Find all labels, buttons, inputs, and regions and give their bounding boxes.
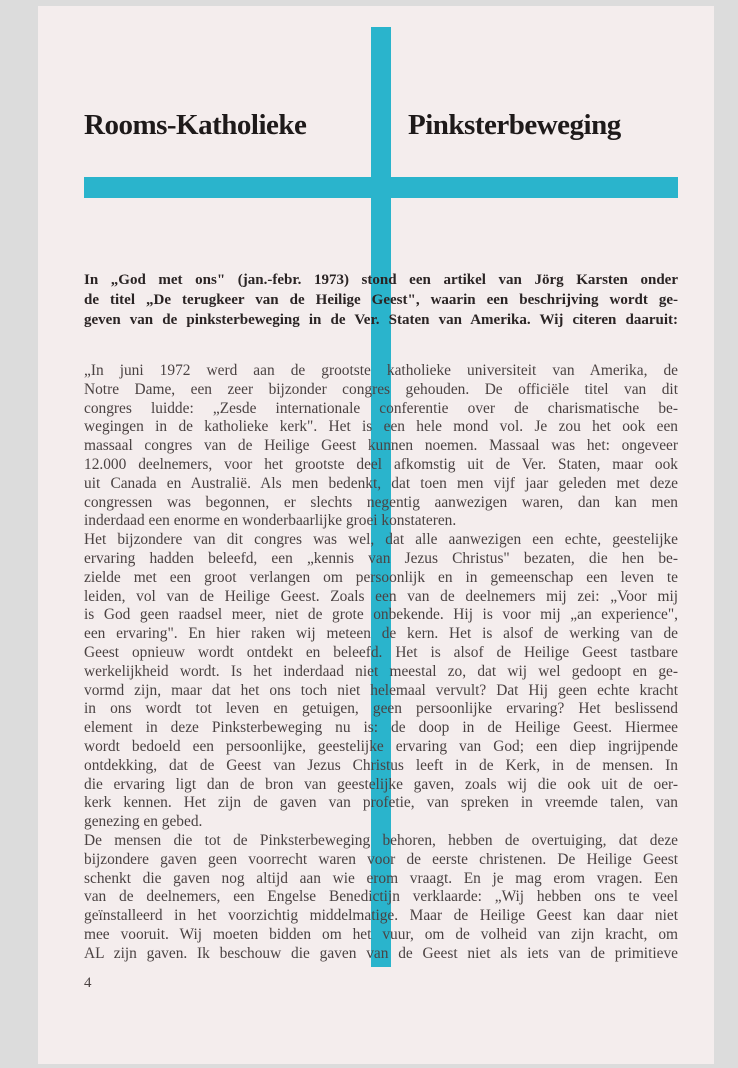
body-line: een ervaring". En hier raken wij meteen de kern. Het is alsof de werking van de <box>84 625 678 643</box>
body-line: wordt bedoeld een persoonlijke, geestelijke ervaring van God; een diep ingrijpende <box>84 737 678 755</box>
body-line: ervaring hadden beleefd, een „kennis van Jezus Christus" bezaten, die hen be- <box>84 549 678 567</box>
body-line: „In juni 1972 werd aan de grootste katholieke universiteit van Amerika, de <box>84 362 678 379</box>
intro-line: de titel „De terugkeer van de Heilige Geest", waarin een beschrijving wordt ge- <box>84 292 678 308</box>
cross-horizontal-bar <box>84 177 678 198</box>
body-line: is God geen raadsel meer, niet de grote onbekende. Hij is voor mij „an experience", <box>84 606 678 624</box>
body-line: ontdekking, dat de Geest van Jezus Christus leeft in de Kerk, in de mensen. In <box>84 756 678 774</box>
body-line: genezing en gebed. <box>84 813 203 831</box>
body-line: Het bijzondere van dit congres was wel, dat alle aanwezigen een echte, geestelijke <box>84 531 678 549</box>
body-line: werkelijkheid wordt. Is het inderdaad niet meestal zo, dat wij wel gedoopt en ge- <box>84 662 678 680</box>
body-line: wegingen in de katholieke kerk". Het is een hele mond vol. Je zou het ook een <box>84 418 678 436</box>
intro-paragraph <box>84 270 678 330</box>
body-line: bijzondere gaven geen voorrecht waren voor de eerste christenen. De Heilige Geest <box>84 850 678 868</box>
body-line: geïnstalleerd in het voorzichtig middelmatige. Maar de Heilige Geest kan daar niet <box>84 907 678 925</box>
title-right: Pinksterbeweging <box>408 109 621 141</box>
body-text <box>84 362 678 964</box>
body-line: kerk kennen. Het zijn de gaven van profetie, van spreken in vreemde talen, van <box>84 794 678 812</box>
body-line: element in deze Pinksterbeweging nu is: de doop in de Heilige Geest. Hiermee <box>84 719 678 737</box>
body-line: 12.000 deelnemers, voor het grootste deel afkomstig uit de Ver. Staten, maar ook <box>84 455 678 473</box>
document-page <box>38 6 714 1064</box>
body-line: Geest opnieuw wordt ontdekt en beleefd. Het is alsof de Heilige Geest tastbare <box>84 643 678 661</box>
body-line: van de deelnemers, een Engelse Benedictijn verklaarde: „Wij hebben ons te veel <box>84 888 678 906</box>
intro-line: geven van de pinksterbeweging in de Ver. Staten van Amerika. Wij citeren daaruit: <box>84 312 678 328</box>
body-line: uit Canada en Australië. Als men bedenkt, dat toen men vijf jaar geleden met deze <box>84 474 678 492</box>
body-line: AL zijn gaven. Ik beschouw die gaven van de Geest niet als iets van de primitieve <box>84 944 678 962</box>
body-line: De mensen die tot de Pinksterbeweging behoren, hebben de overtuiging, dat deze <box>84 831 678 849</box>
title-left: Rooms-Katholieke <box>84 109 307 141</box>
body-line: zielde met een groot verlangen om persoonlijk en in gemeenschap een leven te <box>84 568 678 586</box>
intro-line: In „God met ons" (jan.-febr. 1973) stond een artikel van Jörg Karsten onder <box>84 272 678 288</box>
body-line: die ervaring ligt dan de bron van geestelijke gaven, zoals wij die ook uit de oer- <box>84 775 678 793</box>
body-line: massaal congres van de Heilige Geest kunnen noemen. Massaal was het: ongeveer <box>84 437 678 455</box>
body-line: schenkt die gaven nog altijd aan wie erom vraagt. En je mag erom vragen. Een <box>84 869 678 887</box>
body-line: Notre Dame, een zeer bijzonder congres gehouden. De officiële titel van dit <box>84 380 678 398</box>
body-line: mee vooruit. Wij moeten bidden om het vuur, om de volheid van zijn kracht, om <box>84 925 678 943</box>
page-number: 4 <box>84 975 92 991</box>
body-line: leiden, vol van de Heilige Geest. Zoals een van de deelnemers mij zei: „Voor mij <box>84 587 678 605</box>
body-line: congres luidde: „Zesde internationale conferentie over de charismatische be- <box>84 399 678 417</box>
body-line: congressen was begonnen, er slechts negentig aanwezigen waren, dan kan men <box>84 493 678 511</box>
body-line: vormd zijn, maar dat het ons toch niet helemaal vervult? Dat Hij geen echte kracht <box>84 681 678 699</box>
body-line: inderdaad een enorme en wonderbaarlijke groei konstateren. <box>84 512 457 530</box>
body-line: in ons wordt tot leven en getuigen, geen persoonlijke ervaring? Het beslissend <box>84 700 678 718</box>
